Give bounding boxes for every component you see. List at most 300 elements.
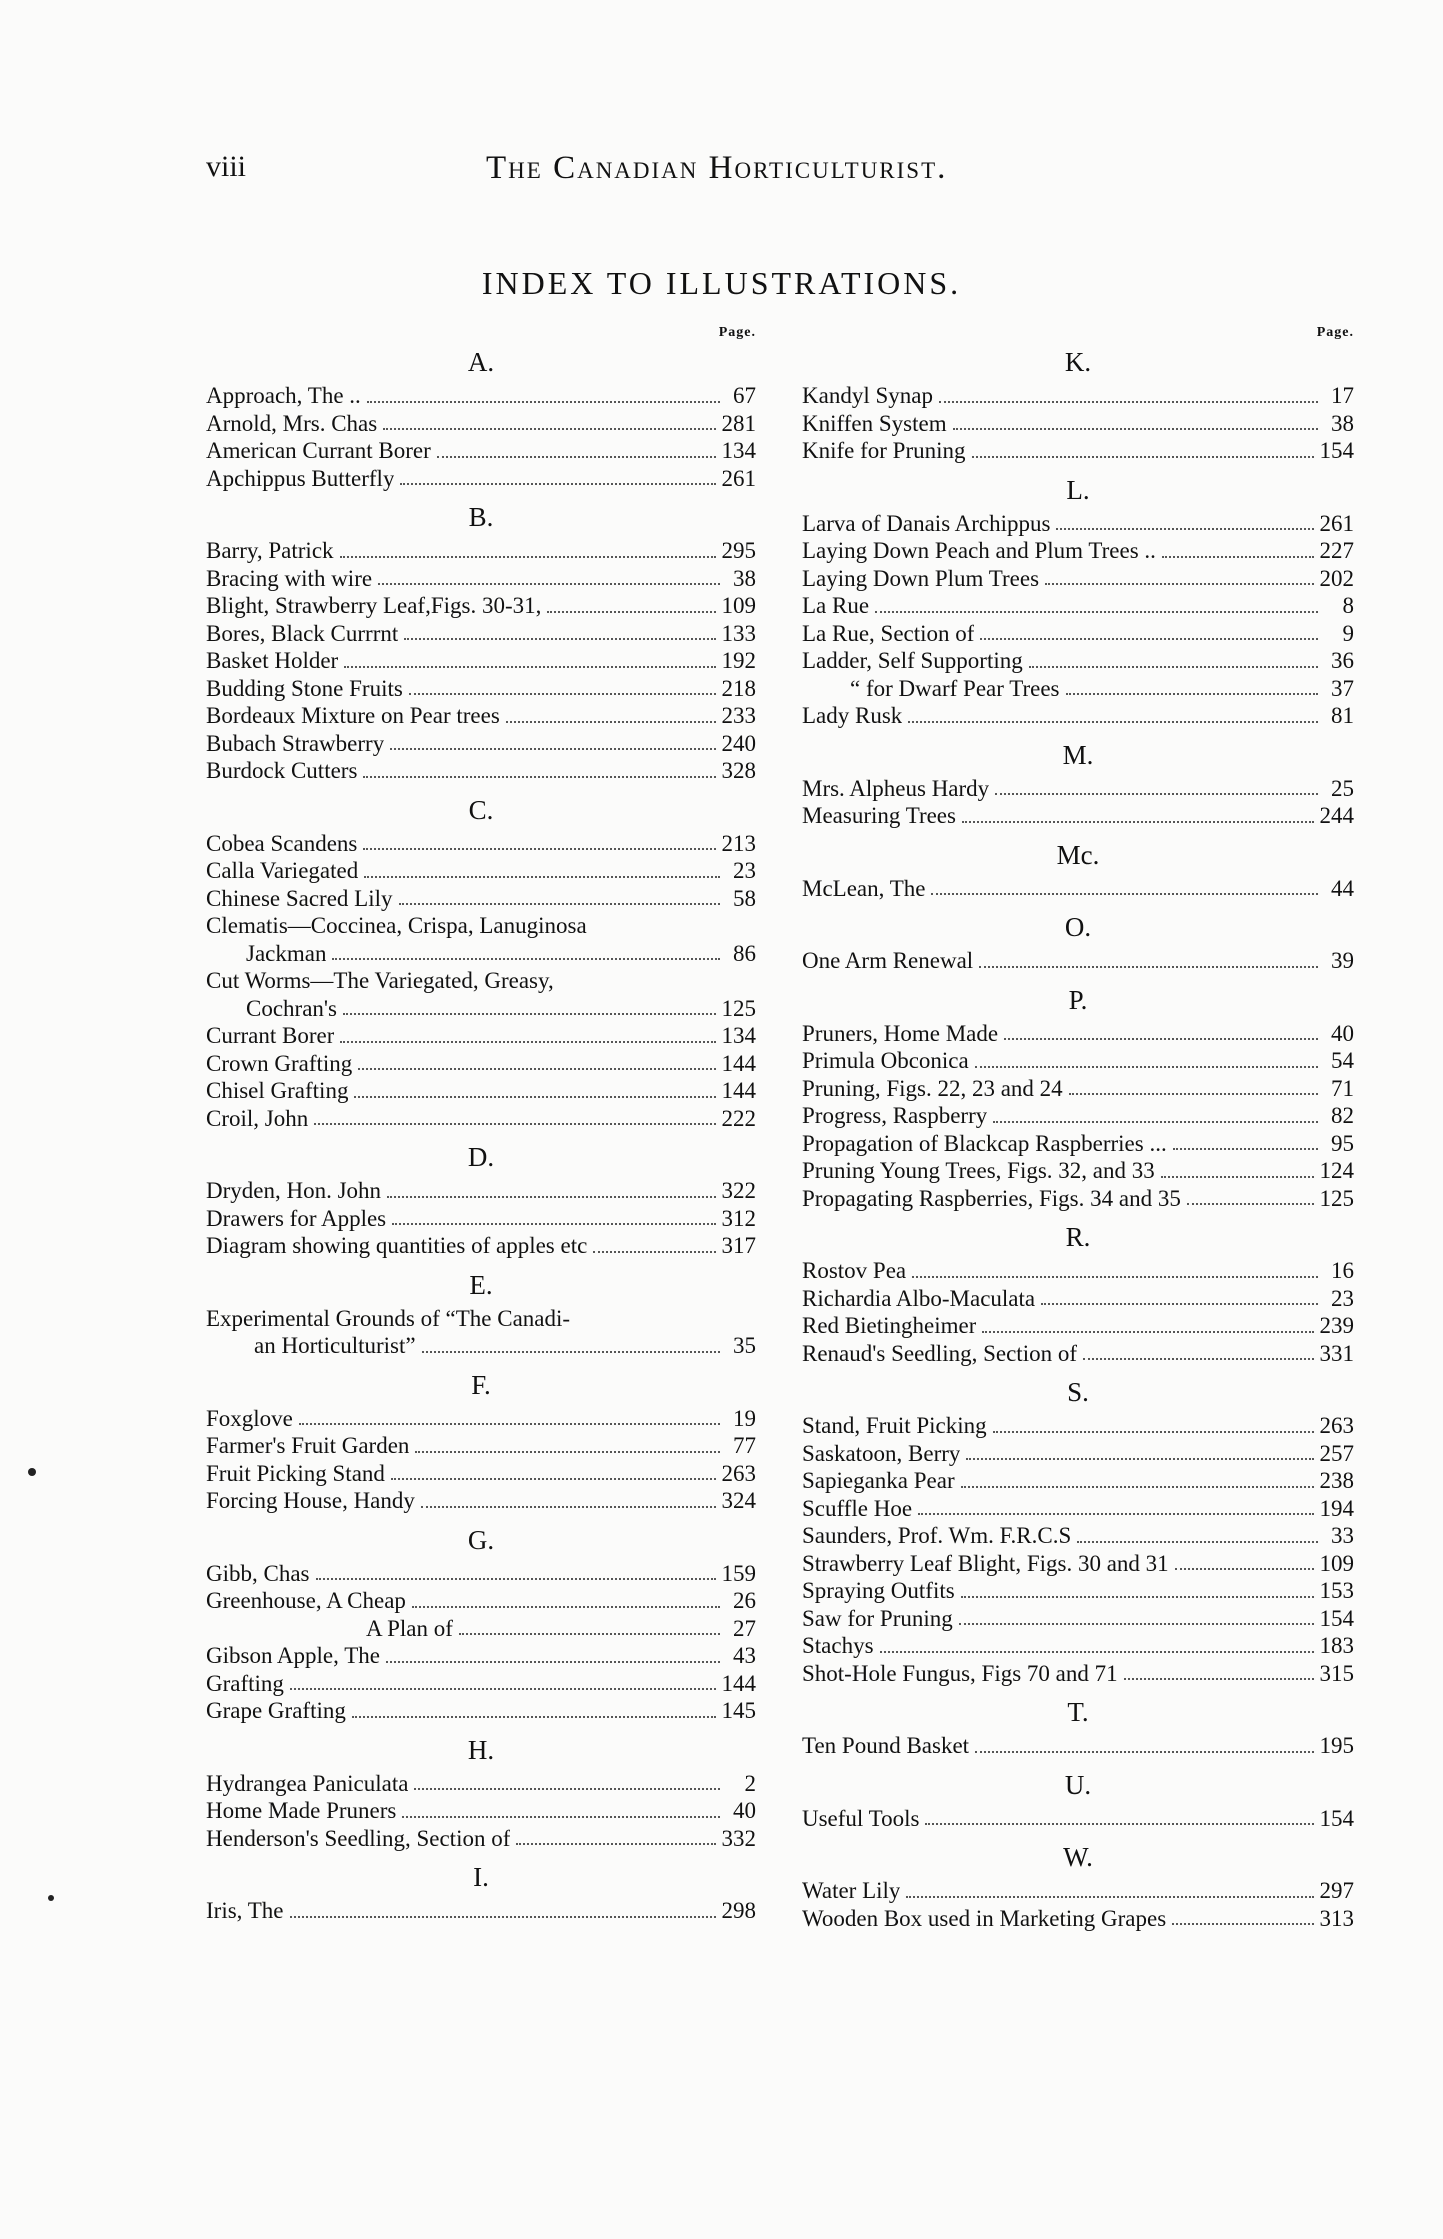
running-title: The Canadian Horticulturist. [486, 150, 948, 186]
entry-page: 38 [1331, 410, 1354, 436]
entry-title: La Rue, Section of [802, 620, 975, 646]
index-entry [206, 1697, 756, 1725]
index-entry [206, 675, 756, 703]
ink-speck [48, 1895, 54, 1901]
leader-dots [975, 1066, 1318, 1068]
entry-title: Drawers for Apples [206, 1205, 387, 1231]
entry-page: 331 [1319, 1340, 1354, 1366]
running-header [206, 150, 1086, 200]
index-entry [802, 1102, 1354, 1130]
entry-page: 218 [721, 675, 756, 701]
leader-dots [1056, 528, 1313, 530]
entry-title: Basket Holder [206, 648, 339, 673]
entry-page: 134 [721, 438, 756, 463]
leader-dots [995, 793, 1318, 795]
entry-page: 35 [733, 1333, 756, 1358]
index-entry [206, 1560, 756, 1588]
entry-title: Pruners, Home Made [802, 1020, 999, 1046]
entry-page: 233 [721, 703, 756, 728]
index-entry [802, 1075, 1354, 1103]
entry-title: Progress, Raspberry [802, 1103, 988, 1128]
index-entry [802, 1285, 1354, 1313]
entry-page: 67 [733, 383, 756, 408]
entry-page: 328 [721, 758, 756, 783]
section-letter: H. [467, 1734, 495, 1765]
leader-dots [1041, 1303, 1318, 1305]
entry-page: 240 [721, 730, 756, 756]
index-entry [802, 1632, 1354, 1660]
leader-dots [367, 401, 720, 403]
entry-title: American Currant Borer [206, 438, 431, 463]
entry-page: 263 [721, 1460, 756, 1486]
entry-page: 33 [1331, 1523, 1354, 1548]
leader-dots [387, 1196, 715, 1198]
entry-title: Scuffle Hoe [802, 1495, 913, 1521]
index-entry [206, 912, 756, 940]
entry-page: 313 [1319, 1905, 1354, 1931]
entry-page: 19 [733, 1405, 756, 1431]
entry-page: 239 [1319, 1313, 1354, 1338]
page-column-header: Page. [1316, 325, 1354, 340]
section-letter: D. [467, 1142, 495, 1172]
leader-dots [340, 1041, 715, 1043]
index-entry [206, 1205, 756, 1233]
leader-dots [1066, 693, 1319, 695]
entry-title: Mrs. Alpheus Hardy [802, 775, 990, 801]
entry-page: 95 [1331, 1130, 1354, 1156]
left-column [206, 325, 756, 1925]
entry-title: Iris, The [206, 1898, 284, 1923]
leader-dots [506, 721, 716, 723]
entry-title: Laying Down Plum Trees [802, 565, 1040, 591]
index-entry [802, 1185, 1354, 1213]
entry-page: 238 [1319, 1468, 1354, 1493]
entry-title: Chisel Grafting [206, 1078, 349, 1103]
entry-page: 125 [721, 995, 756, 1021]
entry-title: Sapieganka Pear [802, 1468, 955, 1493]
index-entry [802, 510, 1354, 538]
entry-page: 54 [1331, 1048, 1354, 1073]
leader-dots [961, 1486, 1314, 1488]
entry-title: Experimental Grounds of “The Canadi- [206, 1305, 571, 1331]
section-letter: M. [1062, 739, 1094, 770]
leader-dots [414, 1788, 720, 1790]
leader-dots [979, 966, 1318, 968]
entry-page: 324 [721, 1488, 756, 1513]
index-entry [802, 647, 1354, 675]
leader-dots [409, 693, 716, 695]
index-entry [802, 1467, 1354, 1495]
entry-title: Apchippus Butterfly [206, 465, 395, 491]
index-entry [802, 1550, 1354, 1578]
entry-page: 23 [1331, 1285, 1354, 1311]
index-entry [802, 1440, 1354, 1468]
leader-dots [972, 456, 1314, 458]
section-letter: Mc. [1056, 839, 1100, 870]
leader-dots [1069, 1093, 1318, 1095]
section-letter: C. [468, 794, 494, 825]
entry-page: 40 [733, 1798, 756, 1823]
index-entry [802, 1020, 1354, 1048]
leader-dots [593, 1251, 715, 1253]
entry-title: Ten Pound Basket [802, 1733, 970, 1758]
page-number: viii [206, 150, 247, 183]
section-letter: W. [1063, 1842, 1093, 1872]
leader-dots [1124, 1678, 1314, 1680]
index-entry [802, 1877, 1354, 1905]
index-entry [206, 647, 756, 675]
index-entry [802, 1605, 1354, 1633]
entry-page: 145 [721, 1698, 756, 1723]
entry-page: 159 [721, 1560, 756, 1586]
leader-dots [1175, 1568, 1314, 1570]
entry-page: 77 [733, 1433, 756, 1458]
index-entry [206, 592, 756, 620]
entry-page: 154 [1319, 1805, 1354, 1831]
entry-title: McLean, The [802, 875, 926, 901]
leader-dots [299, 1423, 720, 1425]
entry-title: One Arm Renewal [802, 948, 974, 973]
entry-title: Shot-Hole Fungus, Figs 70 and 71 [802, 1660, 1118, 1686]
index-entry [802, 1412, 1354, 1440]
index-entry [802, 947, 1354, 975]
entry-page: 9 [1342, 620, 1354, 646]
index-entry [206, 940, 756, 968]
section-letter: L. [1066, 474, 1090, 505]
entry-page: 144 [721, 1050, 756, 1076]
leader-dots [343, 1013, 715, 1015]
index-entry [206, 830, 756, 858]
leader-dots [363, 776, 715, 778]
entry-page: 25 [1331, 775, 1354, 801]
entry-page: 263 [1319, 1413, 1354, 1438]
entry-page: 153 [1319, 1578, 1354, 1603]
index-entry [802, 592, 1354, 620]
entry-page: 16 [1331, 1258, 1354, 1283]
index-entry [206, 857, 756, 885]
entry-page: 8 [1342, 593, 1354, 618]
entry-page: 315 [1319, 1660, 1354, 1686]
index-entry [206, 1487, 756, 1515]
index-entry [206, 730, 756, 758]
index-entry [206, 1770, 756, 1798]
leader-dots [332, 958, 720, 960]
index-entry [802, 620, 1354, 648]
index-entry [206, 1050, 756, 1078]
leader-dots [875, 611, 1318, 613]
section-letter: A. [467, 347, 495, 377]
entry-page: 58 [733, 885, 756, 911]
index-entry [206, 1587, 756, 1615]
leader-dots [314, 1123, 715, 1125]
leader-dots [437, 456, 716, 458]
ink-speck [28, 1468, 36, 1476]
entry-title: Knife for Pruning [802, 438, 966, 463]
leader-dots [344, 666, 715, 668]
entry-title: Larva of Danais Archippus [802, 510, 1051, 536]
entry-page: 26 [733, 1588, 756, 1613]
index-entry [802, 1495, 1354, 1523]
entry-title: Croil, John [206, 1105, 309, 1131]
section-letter: K. [1064, 347, 1092, 377]
entry-title: Bracing with wire [206, 565, 373, 591]
entry-page: 27 [733, 1615, 756, 1641]
leader-dots [906, 1896, 1313, 1898]
entry-title: Clematis—Coccinea, Crispa, Lanuginosa [206, 913, 587, 938]
entry-title: “ for Dwarf Pear Trees [850, 675, 1060, 701]
section-letter: R. [1065, 1222, 1091, 1252]
entry-title: Blight, Strawberry Leaf,Figs. 30-31, [206, 593, 542, 618]
section-letter: U. [1064, 1769, 1092, 1800]
entry-title: Grafting [206, 1670, 284, 1696]
entry-title: Propagation of Blackcap Raspberries ... [802, 1130, 1167, 1156]
index-entry [802, 1732, 1354, 1760]
entry-title: Gibson Apple, The [206, 1643, 380, 1668]
entry-title: Wooden Box used in Marketing Grapes [802, 1905, 1167, 1931]
entry-page: 297 [1319, 1878, 1354, 1903]
index-entry [206, 1615, 756, 1643]
entry-page: 154 [1319, 438, 1354, 463]
leader-dots [378, 583, 720, 585]
entry-page: 261 [721, 465, 756, 491]
entry-title: Water Lily [802, 1878, 901, 1903]
index-entry [206, 465, 756, 493]
entry-page: 213 [721, 830, 756, 856]
entry-title: Bubach Strawberry [206, 730, 385, 756]
index-entry [206, 702, 756, 730]
index-entry [206, 1642, 756, 1670]
leader-dots [352, 1716, 716, 1718]
index-entry [206, 1897, 756, 1925]
right-column [802, 325, 1354, 1932]
entry-title: Rostov Pea [802, 1258, 907, 1283]
index-entry [206, 885, 756, 913]
leader-dots [966, 1458, 1313, 1460]
entry-page: 195 [1319, 1733, 1354, 1758]
entry-page: 144 [721, 1078, 756, 1103]
entry-title: Chinese Sacred Lily [206, 885, 393, 911]
leader-dots [1077, 1541, 1318, 1543]
entry-page: 133 [721, 620, 756, 646]
index-entry [206, 967, 756, 995]
index-entry [206, 1405, 756, 1433]
index-entry [206, 410, 756, 438]
entry-page: 81 [1331, 703, 1354, 728]
entry-title: Barry, Patrick [206, 538, 334, 563]
entry-title: Stand, Fruit Picking [802, 1413, 987, 1438]
leader-dots [354, 1096, 715, 1098]
leader-dots [880, 1651, 1314, 1653]
index-entry [206, 1022, 756, 1050]
leader-dots [931, 893, 1318, 895]
entry-title: Saunders, Prof. Wm. F.R.C.S [802, 1523, 1072, 1548]
index-entry [802, 437, 1354, 465]
section-letter: O. [1064, 912, 1092, 942]
index-entry [206, 1670, 756, 1698]
entry-page: 82 [1331, 1103, 1354, 1128]
entry-page: 17 [1331, 383, 1354, 408]
entry-title: Richardia Albo-Maculata [802, 1285, 1036, 1311]
entry-title: Burdock Cutters [206, 758, 358, 783]
index-entry [206, 757, 756, 785]
index-entry [802, 382, 1354, 410]
entry-title: Arnold, Mrs. Chas [206, 410, 378, 436]
index-entry [206, 1797, 756, 1825]
entry-title: Pruning Young Trees, Figs. 32, and 33 [802, 1158, 1155, 1183]
entry-title: Crown Grafting [206, 1050, 353, 1076]
leader-dots [364, 876, 720, 878]
entry-title: Dryden, Hon. John [206, 1178, 382, 1203]
index-entry [802, 702, 1354, 730]
entry-title: Cochran's [246, 995, 338, 1021]
entry-page: 154 [1319, 1605, 1354, 1631]
leader-dots [1162, 556, 1314, 558]
entry-title: Bores, Black Currrnt [206, 620, 399, 646]
entry-title: Kniffen System [802, 410, 947, 436]
index-entry [802, 565, 1354, 593]
entry-title: Forcing House, Handy [206, 1488, 415, 1513]
index-entry [802, 775, 1354, 803]
leader-dots [399, 903, 720, 905]
leader-dots [993, 1121, 1318, 1123]
leader-dots [358, 1068, 715, 1070]
leader-dots [290, 1688, 716, 1690]
entry-title: Greenhouse, A Cheap [206, 1588, 406, 1613]
entry-page: 37 [1331, 675, 1354, 701]
leader-dots [993, 1431, 1314, 1433]
leader-dots [1029, 666, 1318, 668]
entry-page: 144 [721, 1670, 756, 1696]
entry-page: 332 [721, 1825, 756, 1851]
index-entry [206, 537, 756, 565]
index-entry [802, 1905, 1354, 1933]
leader-dots [925, 1823, 1313, 1825]
entry-title: Henderson's Seedling, Section of [206, 1825, 511, 1851]
index-entry [206, 1305, 756, 1333]
entry-title: Cobea Scandens [206, 830, 358, 856]
index-entry [802, 675, 1354, 703]
entry-page: 109 [721, 593, 756, 618]
entry-title: A Plan of [366, 1615, 453, 1641]
leader-dots [1172, 1923, 1313, 1925]
entry-page: 261 [1319, 510, 1354, 536]
entry-title: Propagating Raspberries, Figs. 34 and 35 [802, 1185, 1181, 1211]
index-entry [206, 620, 756, 648]
index-entry [802, 1660, 1354, 1688]
entry-page: 312 [721, 1205, 756, 1231]
entry-page: 86 [733, 940, 756, 966]
entry-title: Ladder, Self Supporting [802, 648, 1023, 673]
leader-dots [953, 428, 1318, 430]
entry-title: Bordeaux Mixture on Pear trees [206, 703, 500, 728]
entry-title: Saskatoon, Berry [802, 1440, 961, 1466]
leader-dots [404, 638, 715, 640]
entry-page: 134 [721, 1023, 756, 1048]
leader-dots [316, 1578, 716, 1580]
leader-dots [386, 1661, 720, 1663]
index-entry [206, 1105, 756, 1133]
index-entry [206, 1825, 756, 1853]
leader-dots [912, 1276, 1318, 1278]
entry-title: Currant Borer [206, 1023, 335, 1048]
entry-page: 192 [721, 648, 756, 673]
index-entry [802, 1312, 1354, 1340]
entry-title: Grape Grafting [206, 1698, 346, 1723]
entry-title: La Rue [802, 593, 870, 618]
index-entry [206, 1077, 756, 1105]
entry-title: Strawberry Leaf Blight, Figs. 30 and 31 [802, 1550, 1169, 1576]
entry-page: 36 [1331, 648, 1354, 673]
index-entry [802, 1522, 1354, 1550]
index-entry [802, 1805, 1354, 1833]
entry-title: Calla Variegated [206, 858, 359, 883]
index-title: INDEX TO ILLUSTRATIONS. [481, 265, 962, 301]
entry-title: Diagram showing quantities of apples etc [206, 1233, 588, 1258]
leader-dots [962, 821, 1314, 823]
leader-dots [459, 1633, 720, 1635]
entry-page: 257 [1319, 1440, 1354, 1466]
entry-page: 38 [733, 565, 756, 591]
entry-title: Renaud's Seedling, Section of [802, 1340, 1077, 1366]
entry-title: Saw for Pruning [802, 1605, 953, 1631]
entry-page: 23 [733, 858, 756, 883]
entry-title: Hydrangea Paniculata [206, 1770, 409, 1796]
entry-page: 222 [721, 1105, 756, 1131]
entry-page: 202 [1319, 565, 1354, 591]
entry-title: Foxglove [206, 1405, 293, 1431]
entry-page: 194 [1319, 1495, 1354, 1521]
leader-dots [340, 556, 716, 558]
leader-dots [980, 638, 1318, 640]
section-letter: P. [1068, 984, 1088, 1015]
index-entry [206, 1460, 756, 1488]
index-entry [802, 410, 1354, 438]
index-entry [206, 1432, 756, 1460]
entry-title: Jackman [246, 940, 327, 966]
leader-dots [402, 1816, 720, 1818]
leader-dots [975, 1751, 1313, 1753]
index-entry [802, 875, 1354, 903]
entry-title: Lady Rusk [802, 703, 903, 728]
entry-page: 227 [1319, 538, 1354, 563]
entry-page: 40 [1331, 1020, 1354, 1046]
index-entry [206, 437, 756, 465]
leader-dots [392, 1223, 715, 1225]
leader-dots [918, 1513, 1313, 1515]
section-letter: S. [1067, 1377, 1089, 1407]
entry-title: Spraying Outfits [802, 1578, 955, 1603]
entry-page: 39 [1331, 948, 1354, 973]
leader-dots [908, 721, 1318, 723]
index-entry [802, 1577, 1354, 1605]
section-letter: B. [468, 502, 494, 532]
index-entry [206, 1177, 756, 1205]
leader-dots [547, 611, 715, 613]
entry-page: 281 [721, 410, 756, 436]
leader-dots [1004, 1038, 1318, 1040]
entry-page: 295 [721, 538, 756, 563]
leader-dots [422, 1351, 720, 1353]
section-letter: E. [469, 1269, 493, 1300]
entry-title: Kandyl Synap [802, 383, 933, 408]
entry-page: 298 [721, 1898, 756, 1923]
entry-title: Cut Worms—The Variegated, Greasy, [206, 968, 554, 993]
leader-dots [390, 748, 715, 750]
index-entry [206, 565, 756, 593]
leader-dots [1173, 1148, 1318, 1150]
index-entry [802, 1340, 1354, 1368]
leader-dots [1045, 583, 1313, 585]
